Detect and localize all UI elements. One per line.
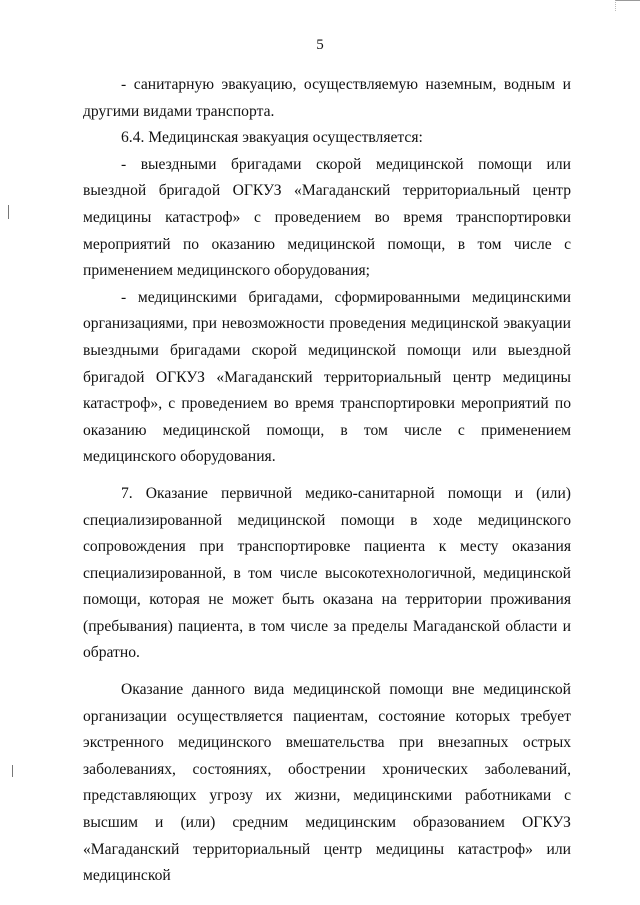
section-7-paragraph: 7. Оказание первичной медико-санитарной помощи и (или) специализированной медицинской помощи в ходе медицинского сопровождения при транспортировке пациента к месту оказания специализированной, в том числе высокотехнологичной, медицинской помощи, которая не может быть оказана на территории проживания (пребывания) пациента, в том числе за пределы Магаданской области и обратно. [83,484,571,662]
paragraph-sanitary-evacuation: - санитарную эвакуацию, осуществляемую наземным, водным и другими видами транспорта. [83,76,571,120]
scan-edge-mark-bottom [12,765,13,777]
paragraph-care-outside-organization: Оказание данного вида медицинской помощи вне медицинской организации осуществляется пациентам, состояние которых требует экстренного медицинского вмешательства при внезапных острых заболеваниях, состояниях, обострении хронических заболеваний, представляющих угрозу их жизни, медицинскими работниками с высшим и (или) средним медицинским образованием ОГКУЗ «Магаданский территориальный центр медицины катастроф» или медицинской [83,681,571,885]
scan-edge-mark-top [8,205,9,219]
paragraph-ambulance-teams: - выездными бригадами скорой медицинской помощи или выездной бригадой ОГКУЗ «Магаданский территориальный центр медицины катастроф» с проведением во время транспортировки мероприятий по оказанию медицинской помощи, в том числе с применением медицинского оборудования; [83,155,571,280]
scan-corner-mark [615,0,640,11]
document-body [83,72,571,890]
page-number: 5 [316,37,324,53]
paragraph-medical-teams: - медицинскими бригадами, сформированными медицинскими организациями, при невозможности проведения медицинской эвакуации выездными бригадами скорой медицинской помощи или выездной бригадой ОГКУЗ «Магаданский территориальный центр медицины катастроф», с проведением во время транспортировки мероприятий по оказанию медицинской помощи, в том числе с применением медицинского оборудования. [83,288,571,466]
section-6-4-heading: 6.4. Медицинская эвакуация осуществляется: [121,129,423,147]
